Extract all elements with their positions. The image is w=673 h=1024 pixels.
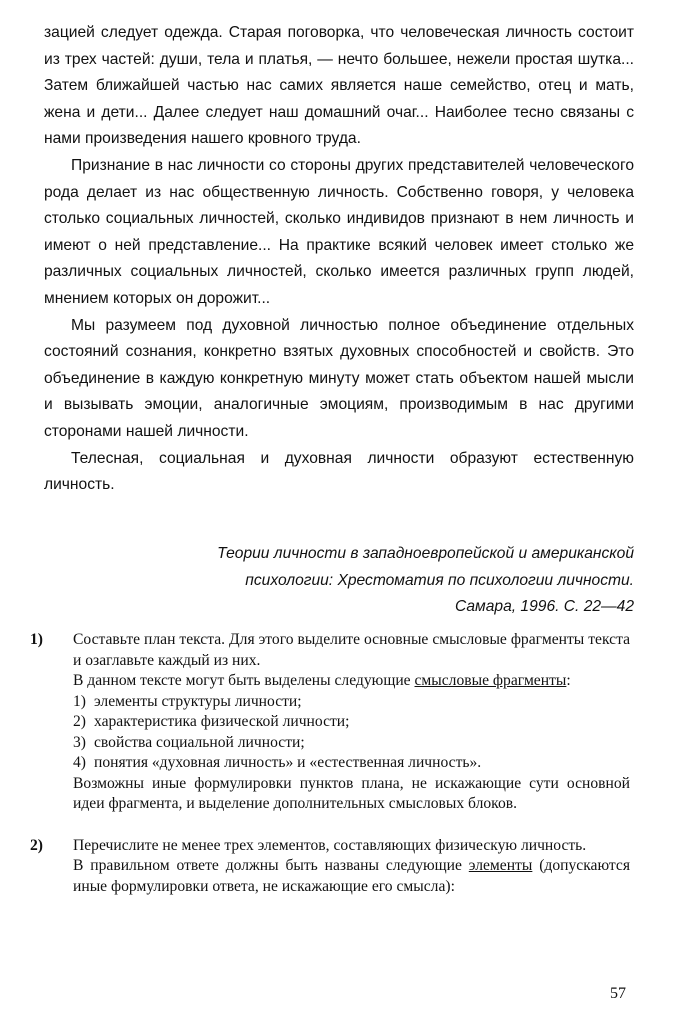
task-number: 1) [30,631,43,648]
source-line-1: Теории личности в западноевропейской и американской [217,545,634,562]
source-line-2: психологии: Хрестоматия по психологии личности. [245,571,634,589]
plan-item [73,753,630,774]
source-citation [44,541,634,621]
plan-item-number: 3) [73,733,86,751]
task-answer-intro [73,671,630,692]
plan-item-text: свойства социальной личности; [94,733,305,751]
answer-intro-text: В данном тексте могут быть выделены следующие [73,672,415,689]
task-number: 2) [30,836,43,854]
paragraph-natural-personality: Телесная, социальная и духовная личности образуют естественную личность. [44,449,634,494]
tasks-section [30,630,630,897]
answer-intro-underlined: смысловые фрагменты [414,672,567,689]
plan-item-number: 1) [73,692,86,710]
answer-intro-end: : [566,672,571,689]
plan-item-number: 2) [73,713,86,730]
answer-intro-end: (допускаются иные формулировки ответа, не искажающие его смысла): [73,857,630,895]
task-1 [30,630,630,815]
task-note: Возможны иные формулировки пунктов плана, не искажающие сути основной идеи фрагмента, и выделение дополнительных смысловых блоков. [73,774,630,812]
answer-intro-underlined: элементы [468,857,533,874]
plan-item-text: элементы структуры личности; [94,692,302,710]
task-2 [30,836,630,898]
plan-item-text: характеристика физической личности; [94,713,350,730]
plan-item-number: 4) [73,754,86,771]
page-number: 57 [610,985,626,1002]
plan-item [73,733,630,754]
paragraph-clothing-family: зацией следует одежда. Старая поговорка, что человеческая личность состоит из трех частей: души, тела и платья, — нечто большее, нежели простая шутка... Затем ближайшей частью нас самих является наше семейство, отец и мать, жена и дети... Далее следует наш домашний очаг... Наиболее тесно связаны с нами произведения нашего кровного труда. [44,24,634,148]
reading-excerpt [44,20,634,499]
paragraph-spiritual-personality: Мы разумеем под духовной личностью полное объединение отдельных состояний сознания, конкретно взятых духовных способностей и свойств. Это объединение в каждую конкретную минуту может стать объектом нашей мысли и вызывать эмоции, аналогичные эмоциям, производимым в нас другими сторонами нашей личности. [44,316,634,440]
paragraph-social-personality: Признание в нас личности со стороны других представителей человеческого рода делает из нас общественную личность. Собственно говоря, у человека столько социальных личностей, сколько индивидов признают в нем личность и имеют о ней представление... На практике всякий человек имеет столько же различных социальных личностей, сколько имеется различных групп людей, мнением которых он дорожит... [44,156,634,307]
plan-item [73,692,630,713]
plan-item-text: понятия «духовная личность» и «естественная личность». [94,754,482,771]
task-question: Перечислите не менее трех элементов, составляющих физическую личность. [73,836,587,854]
answer-intro-text: В правильном ответе должны быть названы следующие [73,857,469,874]
task-question: Составьте план текста. Для этого выделите основные смысловые фрагменты текста и озаглавьте каждый из них. [73,631,630,669]
task-answer-intro [73,856,630,897]
plan-item [73,712,630,733]
source-line-3: Самара, 1996. С. 22—42 [454,598,634,616]
